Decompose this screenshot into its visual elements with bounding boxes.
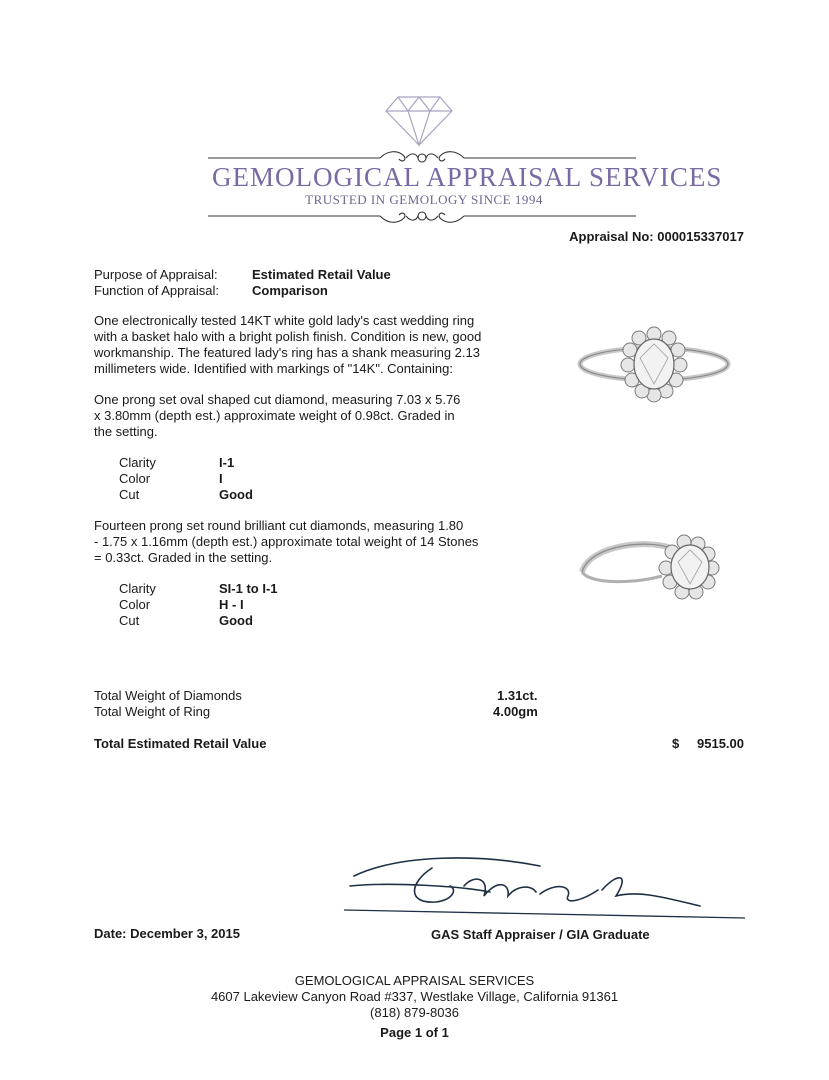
appraiser-title: GAS Staff Appraiser / GIA Graduate xyxy=(431,927,650,942)
side-stones-grades xyxy=(119,581,278,629)
side-stones-line: = 0.33ct. Graded in the setting. xyxy=(94,550,273,565)
footer xyxy=(0,973,829,1041)
purpose-value: Estimated Retail Value xyxy=(252,267,391,282)
grade-value: H - I xyxy=(219,597,244,612)
grade-label: Color xyxy=(119,471,151,486)
company-tagline: TRUSTED IN GEMOLOGY SINCE 1994 xyxy=(305,192,543,207)
grade-value: I-1 xyxy=(219,455,235,470)
center-stone-grades xyxy=(119,455,253,503)
function-label: Function of Appraisal: xyxy=(94,283,220,298)
page-number: Page 1 of 1 xyxy=(380,1025,449,1040)
description-line: workmanship. The featured lady's ring has a shank measuring 2.13 xyxy=(94,345,480,360)
grade-value: I xyxy=(219,471,223,486)
ring-description xyxy=(94,313,481,377)
footer-phone: (818) 879-8036 xyxy=(370,1005,459,1020)
description-line: millimeters wide. Identified with markings of "14K". Containing: xyxy=(94,361,453,376)
total-diamonds-value: 1.31ct. xyxy=(497,688,538,703)
ring-photo-front xyxy=(574,318,734,408)
center-stone-line: the setting. xyxy=(94,424,158,439)
currency-symbol: $ xyxy=(672,736,680,751)
description-line: with a basket halo with a bright polish finish. Condition is new, good xyxy=(94,329,482,344)
grade-label: Cut xyxy=(119,487,140,502)
function-value: Comparison xyxy=(252,283,328,298)
center-stone-description xyxy=(94,392,460,440)
company-logo-title: GEMOLOGICAL APPRAISAL SERVICES xyxy=(212,162,723,192)
appraiser-signature xyxy=(340,852,750,924)
total-retail-value: 9515.00 xyxy=(697,736,744,751)
footer-address: 4607 Lakeview Canyon Road #337, Westlake Village, California 91361 xyxy=(210,989,619,1004)
grade-value: SI-1 to I-1 xyxy=(219,581,278,596)
center-stone-line: x 3.80mm (depth est.) approximate weight of 0.98ct. Graded in xyxy=(94,408,455,423)
grade-label: Cut xyxy=(119,613,140,628)
description-line: One electronically tested 14KT white gold lady's cast wedding ring xyxy=(94,313,475,328)
appraisal-date: Date: December 3, 2015 xyxy=(94,926,240,941)
center-stone-line: One prong set oval shaped cut diamond, measuring 7.03 x 5.76 xyxy=(94,392,461,407)
total-ring-value: 4.00gm xyxy=(493,704,538,719)
grade-value: Good xyxy=(219,613,253,628)
total-retail-label: Total Estimated Retail Value xyxy=(94,736,267,751)
side-stones-line: Fourteen prong set round brilliant cut diamonds, measuring 1.80 xyxy=(94,518,464,533)
grade-label: Clarity xyxy=(119,455,156,470)
diamond-icon xyxy=(384,95,454,147)
grade-label: Clarity xyxy=(119,581,156,596)
footer-company: GEMOLOGICAL APPRAISAL SERVICES xyxy=(294,973,535,988)
grade-label: Color xyxy=(119,597,151,612)
total-diamonds-label: Total Weight of Diamonds xyxy=(94,688,242,703)
ring-photo-side xyxy=(572,520,732,610)
side-stones-line: - 1.75 x 1.16mm (depth est.) approximate total weight of 14 Stones xyxy=(94,534,479,549)
grade-value: Good xyxy=(219,487,253,502)
bottom-ornament-divider xyxy=(208,205,636,227)
total-ring-label: Total Weight of Ring xyxy=(94,704,211,719)
purpose-label: Purpose of Appraisal: xyxy=(94,267,218,282)
side-stones-description xyxy=(94,518,478,566)
appraisal-number: Appraisal No: 000015337017 xyxy=(569,229,744,244)
purpose-row xyxy=(94,267,391,299)
